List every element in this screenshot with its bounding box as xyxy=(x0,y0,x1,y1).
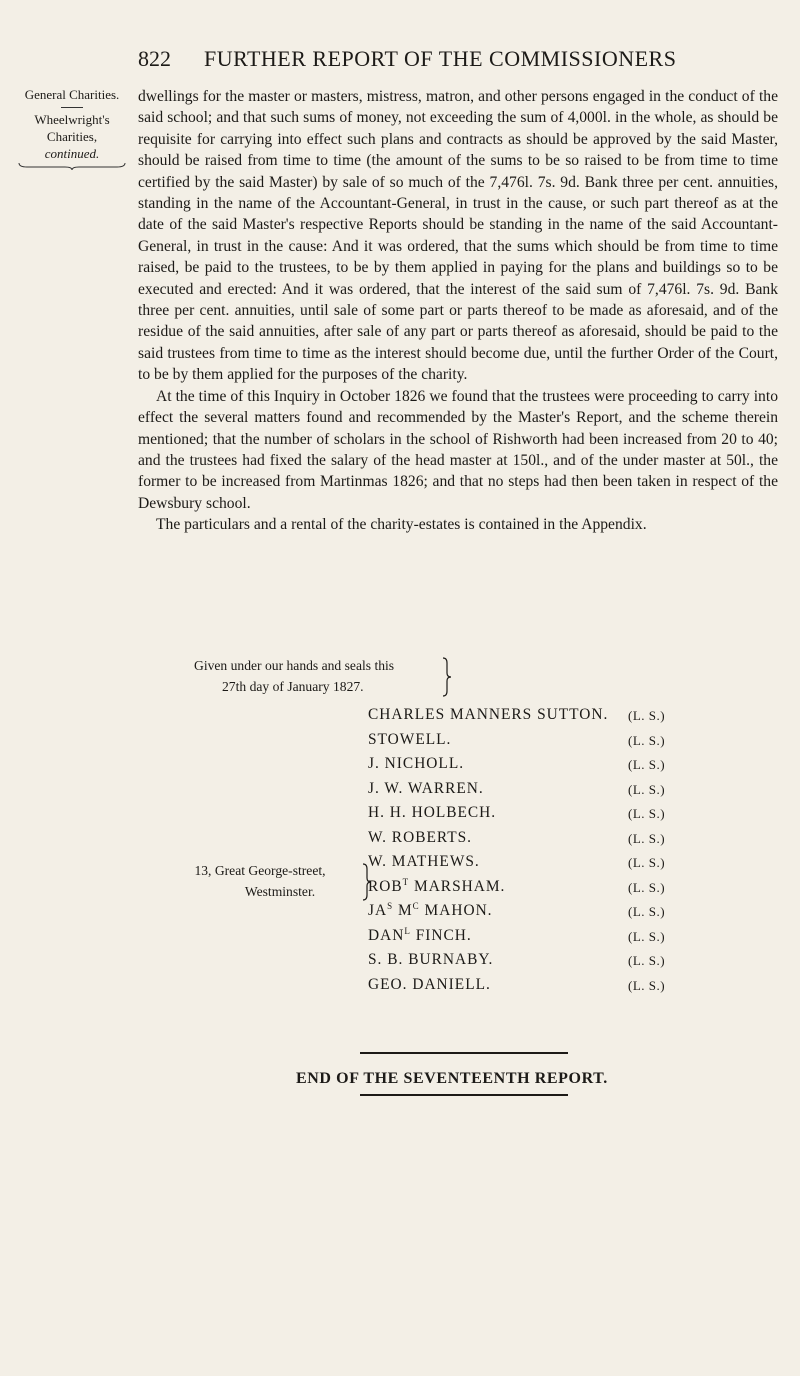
signature-row xyxy=(368,829,788,854)
signature-row xyxy=(368,804,788,829)
seal-mark: (L. S.) xyxy=(628,830,666,846)
margin-note-brace xyxy=(17,162,127,171)
signatory-name: J. NICHOLL. xyxy=(368,755,465,772)
seal-mark: (L. S.) xyxy=(628,757,666,772)
body-paragraph-1: dwellings for the master or masters, mistress, matron, and other persons engaged in the conduct of the said school; and that such sums of money, not exceeding the sum of 4,000l. in the whole, as should be requisite for carrying into effect such plans and contracts as should be approved by the said Master, should be raised from time to time (the amount of the sums to be so raised to be from time to time certified by the said Master) by sale of so much of the 7,476l. 7s. 9d. Bank three per cent. annuities, standing in the name of the Accountant-General, in trust in the cause, or such part thereof as at the date of the said Master's respective Reports should be standing in the name of the said Accountant-General, in trust in the cause: And it was ordered, that the sums which should be from time to time raised, be paid to the trustees, to be by them applied in paying for the plans and buildings so to be executed and erected: And it was ordered, that the interest of the said sum of 7,476l. 7s. 9d. Bank three per cent. annuities, until sale of some part or parts thereof to be made as aforesaid, and of the residue of the said annuities, after sale of any part or parts thereof as aforesaid, should be paid to the said trustees from time to time as the interest should become due, until the further Order of the Court, to be by them applied for the purposes of the charity. xyxy=(138,88,778,384)
attestation-line-2: 27th day of January 1827. xyxy=(222,679,364,694)
signature-row xyxy=(368,951,788,976)
signatory-name: W. ROBERTS. xyxy=(368,828,473,846)
end-rule-top xyxy=(360,1052,568,1054)
signature-row xyxy=(368,878,788,903)
signature-row xyxy=(368,780,788,805)
signatory-name: CHARLES MANNERS SUTTON. xyxy=(368,706,609,723)
seal-mark: (L. S.) xyxy=(628,781,666,797)
signature-row xyxy=(368,927,788,952)
seal-mark: (L. S.) xyxy=(628,708,666,723)
attestation-line-1: Given under our hands and seals this xyxy=(194,658,395,673)
seal-mark: (L. S.) xyxy=(628,879,666,895)
margin-note-item-line2: Charities, xyxy=(46,129,98,144)
report-body xyxy=(138,86,778,536)
signatory-name: S. B. BURNABY. xyxy=(368,951,494,968)
signatory-name: GEO. DANIELL. xyxy=(368,975,491,993)
running-title: FURTHER REPORT OF THE COMMISSIONERS xyxy=(204,46,677,71)
seal-mark: (L. S.) xyxy=(628,977,666,993)
signature-row xyxy=(368,902,788,927)
signatory-name: STOWELL. xyxy=(368,730,452,748)
margin-note-heading: General Charities. xyxy=(24,87,120,102)
margin-note-continued: continued. xyxy=(44,146,100,161)
page-header xyxy=(138,46,778,78)
signature-row xyxy=(368,706,788,731)
margin-note-dash xyxy=(61,107,83,108)
signatory-name: $DAN^L$ FINCH. xyxy=(368,925,472,944)
signature-list xyxy=(368,706,788,1000)
address-line-1: 13, Great George-street, xyxy=(194,863,326,878)
body-paragraph-2: At the time of this Inquiry in October 1826 we found that the trustees were proceeding to carry into effect the several matters found and recommended by the Master's Report, and the scheme therein mentioned; that the number of scholars in the school of Rishworth had been increased from 20 to 40; and the trustees had fixed the salary of the head master at 150l., and of the under master at 50l., the former to be increased from Martinmas 1826; and that no steps had then been taken in respect of the Dewsbury school. xyxy=(138,387,778,512)
seal-mark: (L. S.) xyxy=(628,855,666,870)
margin-note xyxy=(8,86,136,171)
seal-mark: (L. S.) xyxy=(628,904,666,919)
address-block xyxy=(160,860,360,902)
seal-mark: (L. S.) xyxy=(628,806,666,821)
attestation-brace xyxy=(442,657,452,697)
end-rule-bottom xyxy=(360,1094,568,1096)
address-line-2: Westminster. xyxy=(244,884,316,899)
margin-note-item-line1: Wheelwright's xyxy=(34,112,110,127)
seal-mark: (L. S.) xyxy=(628,732,666,748)
signatory-name: H. H. HOLBECH. xyxy=(368,804,497,821)
page-number: 822 xyxy=(138,46,171,71)
body-paragraph-3: The particulars and a rental of the charity-estates is contained in the Appendix. xyxy=(156,516,647,534)
signature-row xyxy=(368,731,788,756)
signatory-name: $ROB^T$ MARSHAM. xyxy=(368,876,506,895)
end-of-report-title: END OF THE SEVENTEENTH REPORT. xyxy=(296,1070,608,1087)
attestation-clause xyxy=(194,655,394,697)
signature-row xyxy=(368,853,788,878)
signature-row xyxy=(368,976,788,1001)
seal-mark: (L. S.) xyxy=(628,928,666,944)
seal-mark: (L. S.) xyxy=(628,953,666,968)
signatory-name: $JA^S$ $M^C$ MAHON. xyxy=(368,900,493,919)
signature-row xyxy=(368,755,788,780)
signatory-name: J. W. WARREN. xyxy=(368,779,484,797)
signatory-name: W. MATHEWS. xyxy=(368,853,480,870)
